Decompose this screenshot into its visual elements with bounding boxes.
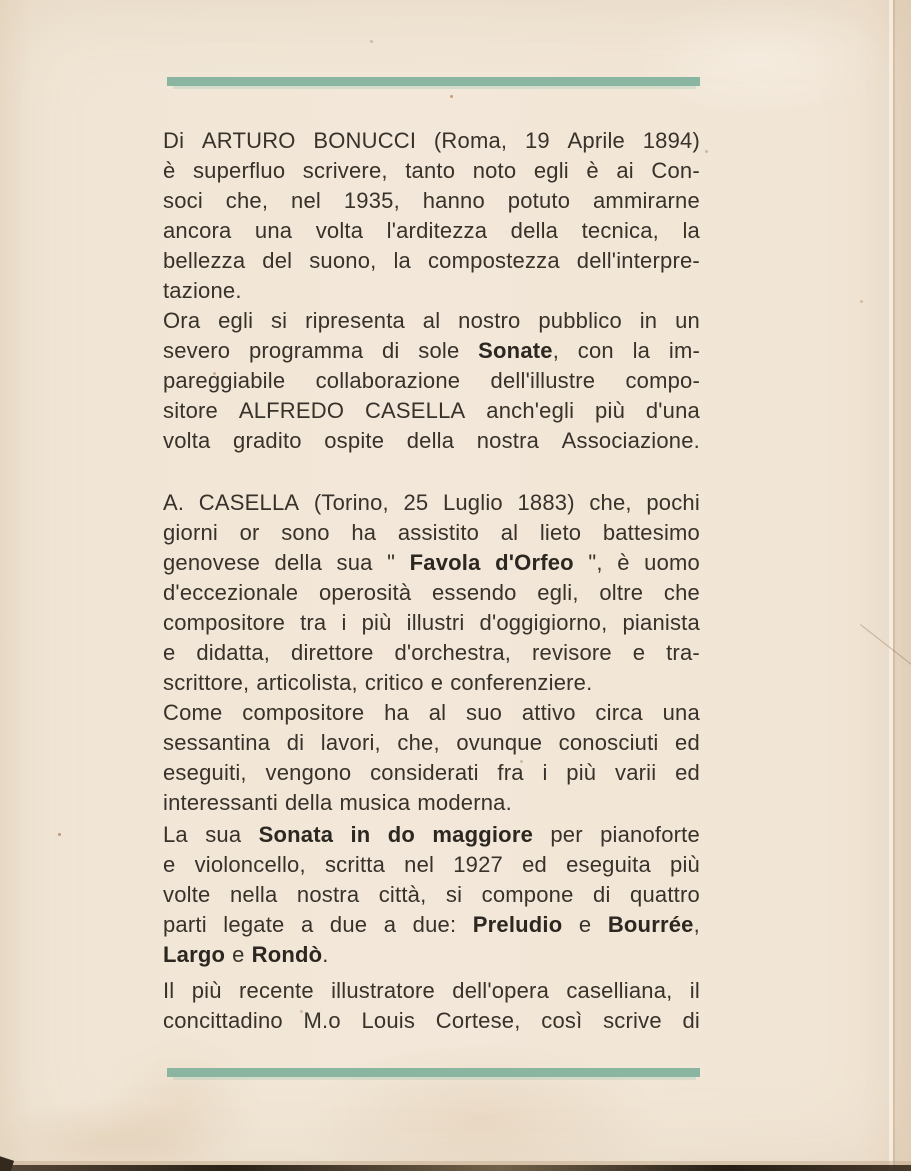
word: severo bbox=[163, 338, 231, 363]
text-line bbox=[163, 698, 700, 728]
word: d'Orfeo bbox=[495, 550, 574, 575]
word: La bbox=[163, 822, 188, 847]
word: concittadino bbox=[163, 1008, 283, 1033]
text-line bbox=[163, 758, 700, 788]
word: battesimo bbox=[602, 520, 700, 545]
word: che, bbox=[589, 490, 632, 515]
word: i bbox=[542, 760, 548, 785]
word: pubblico bbox=[538, 308, 622, 333]
word: considerati bbox=[370, 760, 479, 785]
word: nella bbox=[229, 882, 278, 907]
word: Di bbox=[163, 128, 185, 153]
word: scritta bbox=[324, 852, 386, 877]
text-line bbox=[163, 820, 700, 850]
word: Con- bbox=[651, 158, 700, 183]
word: pianoforte bbox=[600, 822, 700, 847]
word: per bbox=[550, 822, 583, 847]
word: didatta, bbox=[196, 640, 271, 665]
word: che, bbox=[397, 730, 440, 755]
word: così bbox=[541, 1008, 583, 1033]
word: Luglio bbox=[442, 490, 503, 515]
word: suo bbox=[466, 700, 503, 725]
word: violoncello, bbox=[194, 852, 306, 877]
word: suono, bbox=[309, 248, 377, 273]
word: ammirarne bbox=[592, 188, 700, 213]
word: a bbox=[383, 912, 397, 937]
word: due bbox=[329, 912, 368, 937]
word: la bbox=[393, 248, 411, 273]
word: tra bbox=[300, 610, 327, 635]
word: superfluo bbox=[192, 158, 286, 183]
paragraph bbox=[163, 698, 700, 818]
word: la bbox=[632, 338, 651, 363]
word: una bbox=[254, 218, 293, 243]
word: revisore bbox=[532, 640, 612, 665]
text-line bbox=[163, 336, 700, 366]
word: compositore bbox=[163, 610, 286, 635]
word: interessanti bbox=[163, 790, 278, 815]
word: volte bbox=[163, 882, 211, 907]
word: attivo bbox=[521, 700, 576, 725]
word: di bbox=[286, 730, 305, 755]
word: di bbox=[382, 338, 400, 363]
paragraph bbox=[163, 976, 700, 1036]
word: una bbox=[662, 700, 700, 725]
word: Il bbox=[163, 978, 175, 1003]
paragraph bbox=[163, 820, 700, 970]
text-line bbox=[163, 668, 700, 698]
text-line bbox=[163, 940, 700, 970]
word: scrive bbox=[603, 1008, 662, 1033]
word: Favola bbox=[409, 550, 481, 575]
word: più bbox=[361, 610, 392, 635]
word: legate bbox=[223, 912, 285, 937]
word: vengono bbox=[265, 760, 352, 785]
text-line bbox=[163, 518, 700, 548]
word: hanno bbox=[422, 188, 485, 213]
word: più bbox=[566, 760, 597, 785]
text-line bbox=[163, 246, 700, 276]
word: di bbox=[593, 882, 611, 907]
word: ha bbox=[351, 520, 377, 545]
word: del bbox=[262, 248, 293, 273]
word: im- bbox=[668, 338, 700, 363]
word: nostra bbox=[476, 428, 540, 453]
word: illustri bbox=[406, 610, 465, 635]
word: la bbox=[682, 218, 700, 243]
word: e bbox=[632, 640, 646, 665]
word: si bbox=[270, 308, 288, 333]
word: lavori, bbox=[320, 730, 381, 755]
word: M.o bbox=[303, 1008, 341, 1033]
word: 1935, bbox=[343, 188, 400, 213]
word: si bbox=[445, 882, 463, 907]
text-line bbox=[163, 156, 700, 186]
word: fra bbox=[497, 760, 524, 785]
word: compone bbox=[481, 882, 574, 907]
word: al bbox=[500, 520, 519, 545]
text-line bbox=[163, 548, 700, 578]
word: al bbox=[428, 700, 447, 725]
word: CASELLA bbox=[364, 398, 466, 423]
word: pochi bbox=[646, 490, 700, 515]
word: ", bbox=[588, 550, 603, 575]
text-line bbox=[163, 788, 700, 818]
word: sua bbox=[336, 550, 373, 575]
text-line bbox=[163, 216, 700, 246]
word: articolista, bbox=[256, 670, 358, 695]
word: è bbox=[617, 550, 630, 575]
text-line bbox=[163, 976, 700, 1006]
word: ai bbox=[616, 158, 634, 183]
word: Come bbox=[163, 700, 223, 725]
word: d'una bbox=[645, 398, 700, 423]
word: ARTURO bbox=[201, 128, 296, 153]
word: giorni bbox=[163, 520, 219, 545]
word: quattro bbox=[630, 882, 700, 907]
word: recente bbox=[239, 978, 314, 1003]
word: bellezza bbox=[163, 248, 246, 273]
word: Cortese, bbox=[435, 1008, 521, 1033]
text-line bbox=[163, 728, 700, 758]
word: e bbox=[163, 852, 176, 877]
word: (Roma, bbox=[433, 128, 508, 153]
word: nostro bbox=[458, 308, 521, 333]
word: maggiore bbox=[432, 822, 534, 847]
word: uomo bbox=[644, 550, 700, 575]
word: oltre bbox=[599, 580, 644, 605]
word: a bbox=[300, 912, 314, 937]
word: e bbox=[430, 670, 444, 695]
word: soci bbox=[163, 188, 203, 213]
word: più bbox=[595, 398, 626, 423]
word: della bbox=[274, 550, 323, 575]
text-line bbox=[163, 126, 700, 156]
word: volta bbox=[315, 218, 364, 243]
decorative-rule-bottom bbox=[167, 1068, 700, 1077]
word: sono bbox=[281, 520, 330, 545]
word: circa bbox=[595, 700, 643, 725]
scan-bottom-edge bbox=[0, 1165, 911, 1171]
text-line bbox=[163, 608, 700, 638]
word: programma bbox=[248, 338, 364, 363]
word: 19 bbox=[524, 128, 550, 153]
text-line bbox=[163, 366, 700, 396]
word: 1883) bbox=[517, 490, 575, 515]
word: genovese bbox=[163, 550, 261, 575]
decorative-rule-top bbox=[167, 77, 700, 86]
word: Sonata bbox=[258, 822, 334, 847]
word: sitore bbox=[163, 398, 218, 423]
word: della bbox=[284, 790, 333, 815]
word: 25 bbox=[403, 490, 429, 515]
word: Associazione. bbox=[561, 428, 700, 453]
word: moderna. bbox=[417, 790, 512, 815]
word: tra- bbox=[666, 640, 700, 665]
text-line bbox=[163, 850, 700, 880]
word: città, bbox=[378, 882, 427, 907]
word: anch'egli bbox=[486, 398, 575, 423]
word: compostezza bbox=[427, 248, 560, 273]
word: BONUCCI bbox=[313, 128, 417, 153]
word: (Torino, bbox=[313, 490, 389, 515]
word: egli bbox=[218, 308, 254, 333]
word: conosciuti bbox=[558, 730, 659, 755]
word: eseguita bbox=[566, 852, 651, 877]
word: e bbox=[232, 942, 245, 967]
word: un bbox=[675, 308, 700, 333]
word: Louis bbox=[361, 1008, 416, 1033]
word: compositore bbox=[242, 700, 365, 725]
paragraph bbox=[163, 488, 700, 698]
text-line bbox=[163, 306, 700, 336]
word: scrivere, bbox=[302, 158, 388, 183]
word: di bbox=[682, 1008, 700, 1033]
word: con bbox=[577, 338, 614, 363]
word: che, bbox=[225, 188, 269, 213]
word: caselliana, bbox=[566, 978, 673, 1003]
text-line bbox=[163, 638, 700, 668]
text-line bbox=[163, 488, 700, 518]
word: ALFREDO bbox=[238, 398, 345, 423]
word: il bbox=[689, 978, 700, 1003]
word: dell'opera bbox=[452, 978, 550, 1003]
word: due: bbox=[412, 912, 457, 937]
word: collaborazione bbox=[315, 368, 461, 393]
word: assistito bbox=[397, 520, 480, 545]
word: pianista bbox=[622, 610, 700, 635]
word: nostra bbox=[296, 882, 360, 907]
word: varii bbox=[615, 760, 657, 785]
word: ed bbox=[675, 760, 700, 785]
word: parti bbox=[163, 912, 207, 937]
page-right-edge bbox=[895, 0, 911, 1171]
word: do bbox=[387, 822, 416, 847]
word: Bourrée, bbox=[607, 912, 700, 937]
word: A. bbox=[163, 490, 185, 515]
text-line bbox=[163, 578, 700, 608]
text-line bbox=[163, 426, 700, 456]
word: e bbox=[578, 912, 592, 937]
word: nel bbox=[404, 852, 435, 877]
word: in bbox=[639, 308, 658, 333]
word: dell'illustre bbox=[490, 368, 596, 393]
word: egli, bbox=[537, 580, 579, 605]
word: gradito bbox=[233, 428, 302, 453]
word: scrittore, bbox=[163, 670, 250, 695]
word: 1894) bbox=[642, 128, 700, 153]
word: pareggiabile bbox=[163, 368, 286, 393]
word: che bbox=[663, 580, 700, 605]
word: volta bbox=[163, 428, 211, 453]
word: Preludio bbox=[472, 912, 563, 937]
word: illustratore bbox=[331, 978, 435, 1003]
word: sessantina bbox=[163, 730, 271, 755]
word: ed bbox=[675, 730, 700, 755]
paragraph bbox=[163, 306, 700, 456]
word: potuto bbox=[507, 188, 571, 213]
word: più bbox=[191, 978, 222, 1003]
word: Ora bbox=[163, 308, 201, 333]
word: tanto bbox=[405, 158, 456, 183]
word: d'orchestra, bbox=[394, 640, 512, 665]
text-line bbox=[163, 880, 700, 910]
word: Sonate, bbox=[478, 338, 560, 363]
word: Aprile bbox=[567, 128, 625, 153]
word: dell'interpre- bbox=[576, 248, 700, 273]
word: della bbox=[406, 428, 455, 453]
word: Largo bbox=[163, 942, 226, 967]
text-line bbox=[163, 1006, 700, 1036]
word: più bbox=[670, 852, 700, 877]
text-line bbox=[163, 396, 700, 426]
word: in bbox=[350, 822, 371, 847]
word: della bbox=[510, 218, 559, 243]
text-line bbox=[163, 276, 700, 306]
word: eseguiti, bbox=[163, 760, 247, 785]
word: or bbox=[239, 520, 260, 545]
word: d'eccezionale bbox=[163, 580, 299, 605]
word: compo- bbox=[625, 368, 700, 393]
word: " bbox=[387, 550, 396, 575]
word: tecnica, bbox=[581, 218, 659, 243]
word: essendo bbox=[431, 580, 517, 605]
word: Rondò. bbox=[251, 942, 329, 967]
word: e bbox=[163, 640, 176, 665]
word: ospite bbox=[324, 428, 385, 453]
word: musica bbox=[339, 790, 411, 815]
word: è bbox=[163, 158, 176, 183]
word: critico bbox=[364, 670, 424, 695]
text-line bbox=[163, 186, 700, 216]
word: conferenziere. bbox=[450, 670, 593, 695]
word: ha bbox=[384, 700, 409, 725]
word: ripresenta bbox=[305, 308, 405, 333]
word: direttore bbox=[291, 640, 374, 665]
word: d'oggigiorno, bbox=[479, 610, 608, 635]
word: ancora bbox=[163, 218, 232, 243]
word: al bbox=[422, 308, 441, 333]
word: sole bbox=[418, 338, 460, 363]
word: ovunque bbox=[456, 730, 543, 755]
word: l'arditezza bbox=[386, 218, 488, 243]
text-line bbox=[163, 910, 700, 940]
word: è bbox=[586, 158, 599, 183]
text-block bbox=[163, 126, 700, 1036]
word: CASELLA bbox=[198, 490, 300, 515]
word: 1927 bbox=[453, 852, 503, 877]
word: lieto bbox=[539, 520, 582, 545]
word: sua bbox=[205, 822, 242, 847]
word: noto bbox=[472, 158, 517, 183]
word: egli bbox=[533, 158, 569, 183]
paper-specks bbox=[450, 95, 453, 98]
word: tazione. bbox=[163, 278, 242, 303]
word: operosità bbox=[318, 580, 412, 605]
word: nel bbox=[291, 188, 321, 213]
word: ed bbox=[522, 852, 547, 877]
word: i bbox=[341, 610, 347, 635]
paragraph bbox=[163, 126, 700, 306]
